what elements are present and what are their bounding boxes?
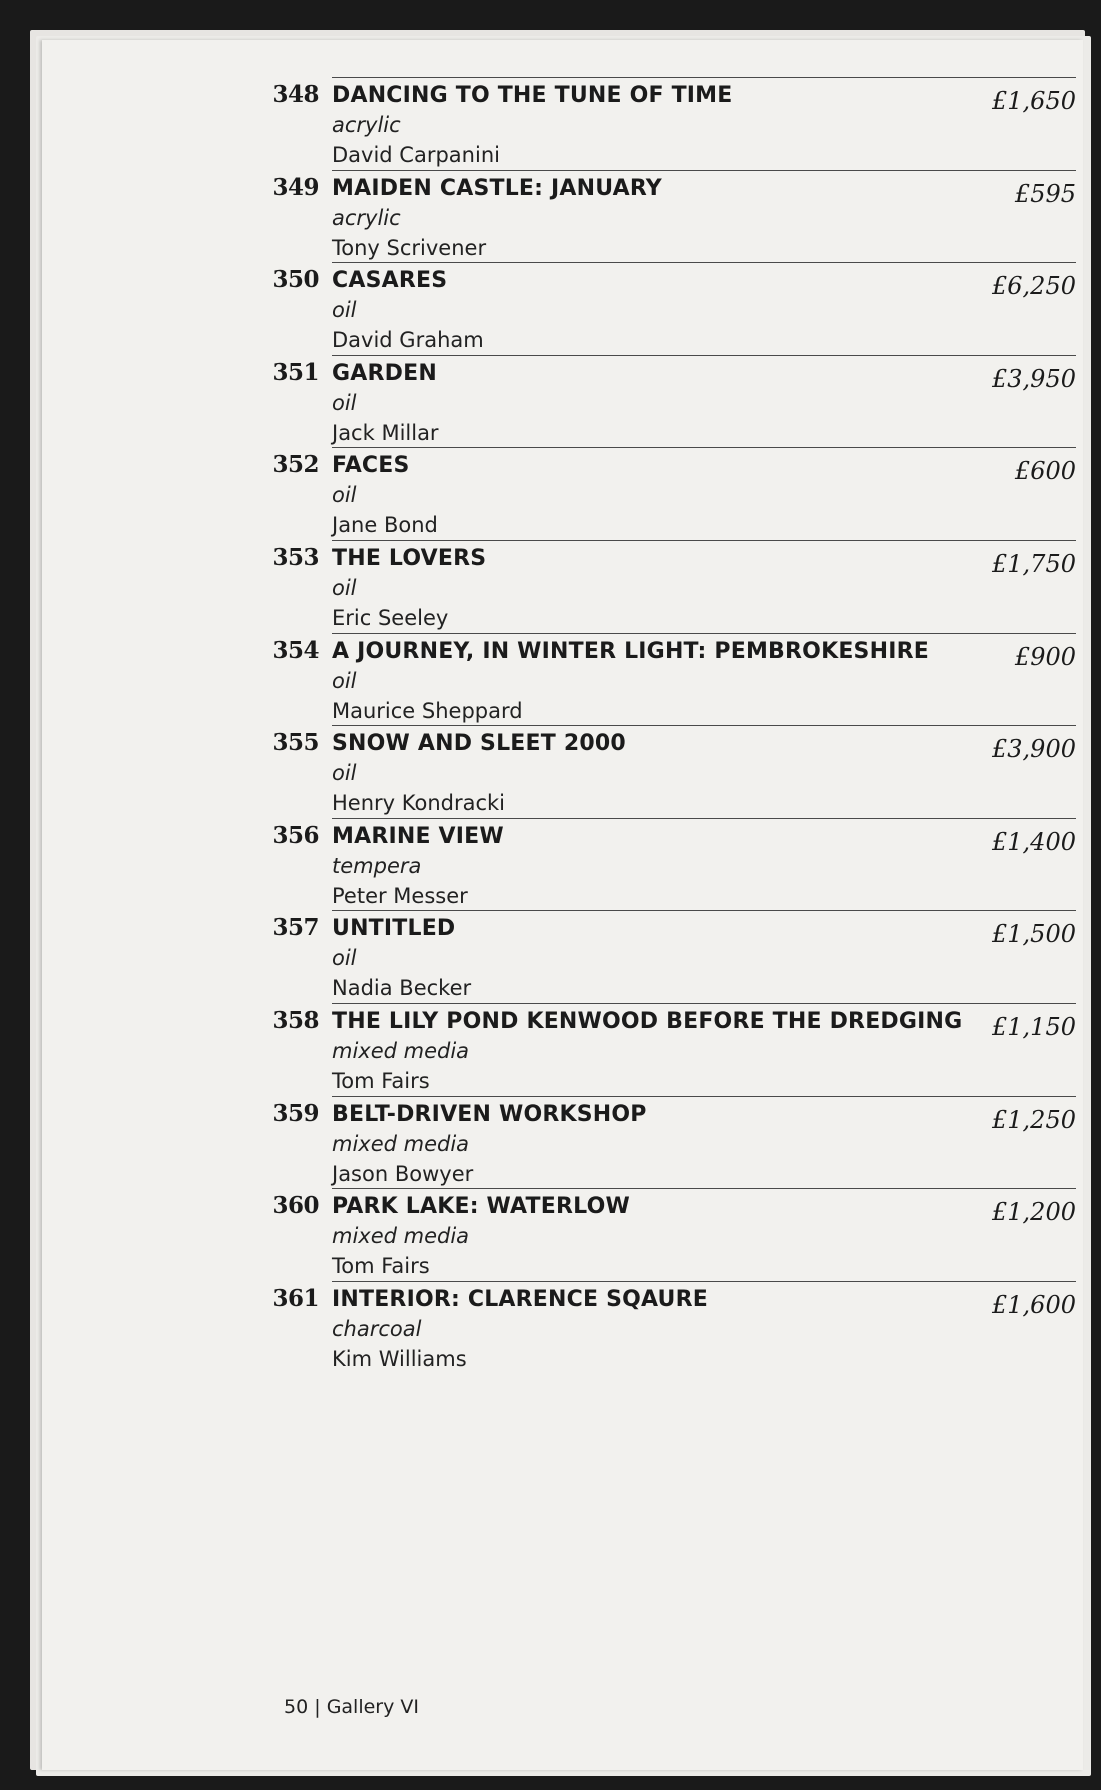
entry-number: 357 (272, 914, 319, 942)
catalogue-entry (42, 818, 1083, 924)
catalogue-entry (42, 633, 1083, 739)
entry-divider (332, 1096, 1076, 1097)
entry-title: MARINE VIEW (332, 823, 504, 849)
entry-price: £1,150 (992, 1013, 1076, 1041)
entry-number: 352 (272, 451, 319, 479)
entry-number: 358 (272, 1007, 319, 1034)
entry-artist: Tony Scrivener (332, 235, 487, 260)
entry-divider (332, 540, 1076, 541)
entry-divider (332, 170, 1076, 171)
entry-number: 360 (272, 1192, 319, 1220)
catalogue-entry (42, 725, 1083, 831)
entry-number: 354 (272, 636, 319, 664)
catalogue-entry (42, 910, 1083, 1016)
entry-medium: acrylic (332, 205, 401, 230)
catalogue-entry (42, 447, 1083, 553)
entry-price: £1,400 (992, 827, 1076, 856)
entry-artist: Maurice Sheppard (332, 698, 523, 723)
entry-medium: oil (332, 390, 357, 415)
catalogue-entry (42, 1096, 1083, 1202)
entry-number: 350 (272, 266, 319, 294)
entry-number: 356 (272, 821, 319, 849)
catalogue-entry (42, 262, 1083, 368)
entry-divider (332, 355, 1076, 356)
page-number: 50 (284, 1696, 309, 1718)
catalogue-entry (42, 77, 1083, 183)
entry-number: 348 (272, 81, 319, 108)
section-name: Gallery VI (326, 1696, 419, 1718)
entry-medium: mixed media (332, 1224, 470, 1249)
entry-price: £1,750 (992, 550, 1076, 578)
entry-medium: oil (332, 576, 357, 600)
catalogue-entry (42, 1003, 1083, 1109)
entry-artist: Jack Millar (332, 420, 439, 445)
entry-number: 355 (272, 729, 319, 757)
entry-divider (332, 725, 1076, 726)
page-footer (284, 1696, 419, 1718)
entry-price: £3,950 (992, 364, 1076, 393)
entry-price: £595 (1014, 179, 1076, 208)
entry-number: 359 (272, 1099, 319, 1127)
entry-divider (332, 77, 1076, 78)
entry-title: DANCING TO THE TUNE OF TIME (332, 83, 733, 108)
entry-medium: oil (332, 298, 357, 323)
entry-artist: Kim Williams (332, 1346, 467, 1371)
entry-price: £1,250 (992, 1105, 1076, 1134)
entry-medium: tempera (332, 853, 422, 878)
entry-price: £1,200 (992, 1198, 1076, 1227)
entry-medium: charcoal (332, 1316, 422, 1341)
footer-separator: | (314, 1696, 321, 1718)
entry-price: £900 (1014, 642, 1076, 671)
entry-artist: Jane Bond (332, 513, 438, 538)
entry-medium: mixed media (332, 1131, 470, 1156)
entry-title: A JOURNEY, IN WINTER LIGHT: PEMBROKESHIRE (332, 638, 929, 664)
entry-price: £1,650 (992, 87, 1076, 115)
entry-divider (332, 910, 1076, 911)
catalogue-entry (42, 540, 1083, 646)
entry-divider (332, 262, 1076, 263)
entry-title: FACES (332, 453, 410, 479)
entry-number: 361 (272, 1284, 319, 1312)
catalogue-page (42, 40, 1083, 1770)
entry-artist: Peter Messer (332, 883, 468, 908)
catalogue-entry (42, 170, 1083, 276)
entry-title: MAIDEN CASTLE: JANUARY (332, 175, 662, 201)
entry-price: £3,900 (992, 735, 1076, 764)
entry-price: £1,500 (992, 920, 1076, 949)
entry-title: THE LOVERS (332, 546, 487, 571)
entry-divider (332, 447, 1076, 448)
entry-artist: Jason Bowyer (332, 1161, 474, 1186)
entry-price: £1,600 (992, 1290, 1076, 1319)
entry-medium: mixed media (332, 1039, 470, 1063)
entry-artist: Henry Kondracki (332, 791, 506, 816)
entry-artist: Nadia Becker (332, 976, 472, 1001)
entry-medium: oil (332, 668, 357, 693)
entry-title: BELT-DRIVEN WORKSHOP (332, 1101, 647, 1127)
entry-number: 353 (272, 544, 319, 571)
entry-title: THE LILY POND KENWOOD BEFORE THE DREDGING (332, 1009, 963, 1034)
entry-artist: Eric Seeley (332, 606, 449, 630)
entry-artist: Tom Fairs (332, 1254, 430, 1279)
catalogue-entry (42, 1188, 1083, 1294)
entry-medium: oil (332, 483, 357, 508)
entry-divider (332, 633, 1076, 634)
entry-number: 349 (272, 173, 319, 201)
entry-price: £600 (1014, 457, 1076, 486)
entry-title: INTERIOR: CLARENCE SQAURE (332, 1286, 708, 1312)
entry-number: 351 (272, 358, 319, 386)
entry-medium: acrylic (332, 113, 401, 137)
entry-divider (332, 1188, 1076, 1189)
catalogue-entry (42, 1281, 1083, 1387)
entry-artist: Tom Fairs (332, 1069, 430, 1093)
entry-price: £6,250 (992, 272, 1076, 301)
entry-medium: oil (332, 946, 357, 971)
entry-divider (332, 1003, 1076, 1004)
entry-artist: David Graham (332, 328, 484, 353)
catalogue-entry (42, 355, 1083, 461)
entry-medium: oil (332, 761, 357, 786)
entry-title: SNOW AND SLEET 2000 (332, 731, 626, 757)
entry-title: PARK LAKE: WATERLOW (332, 1194, 630, 1220)
entry-divider (332, 1281, 1076, 1282)
entry-divider (332, 818, 1076, 819)
entry-title: UNTITLED (332, 916, 456, 942)
entry-title: CASARES (332, 268, 448, 294)
entry-title: GARDEN (332, 360, 437, 386)
entry-artist: David Carpanini (332, 143, 500, 167)
catalogue-list (42, 40, 1083, 1770)
